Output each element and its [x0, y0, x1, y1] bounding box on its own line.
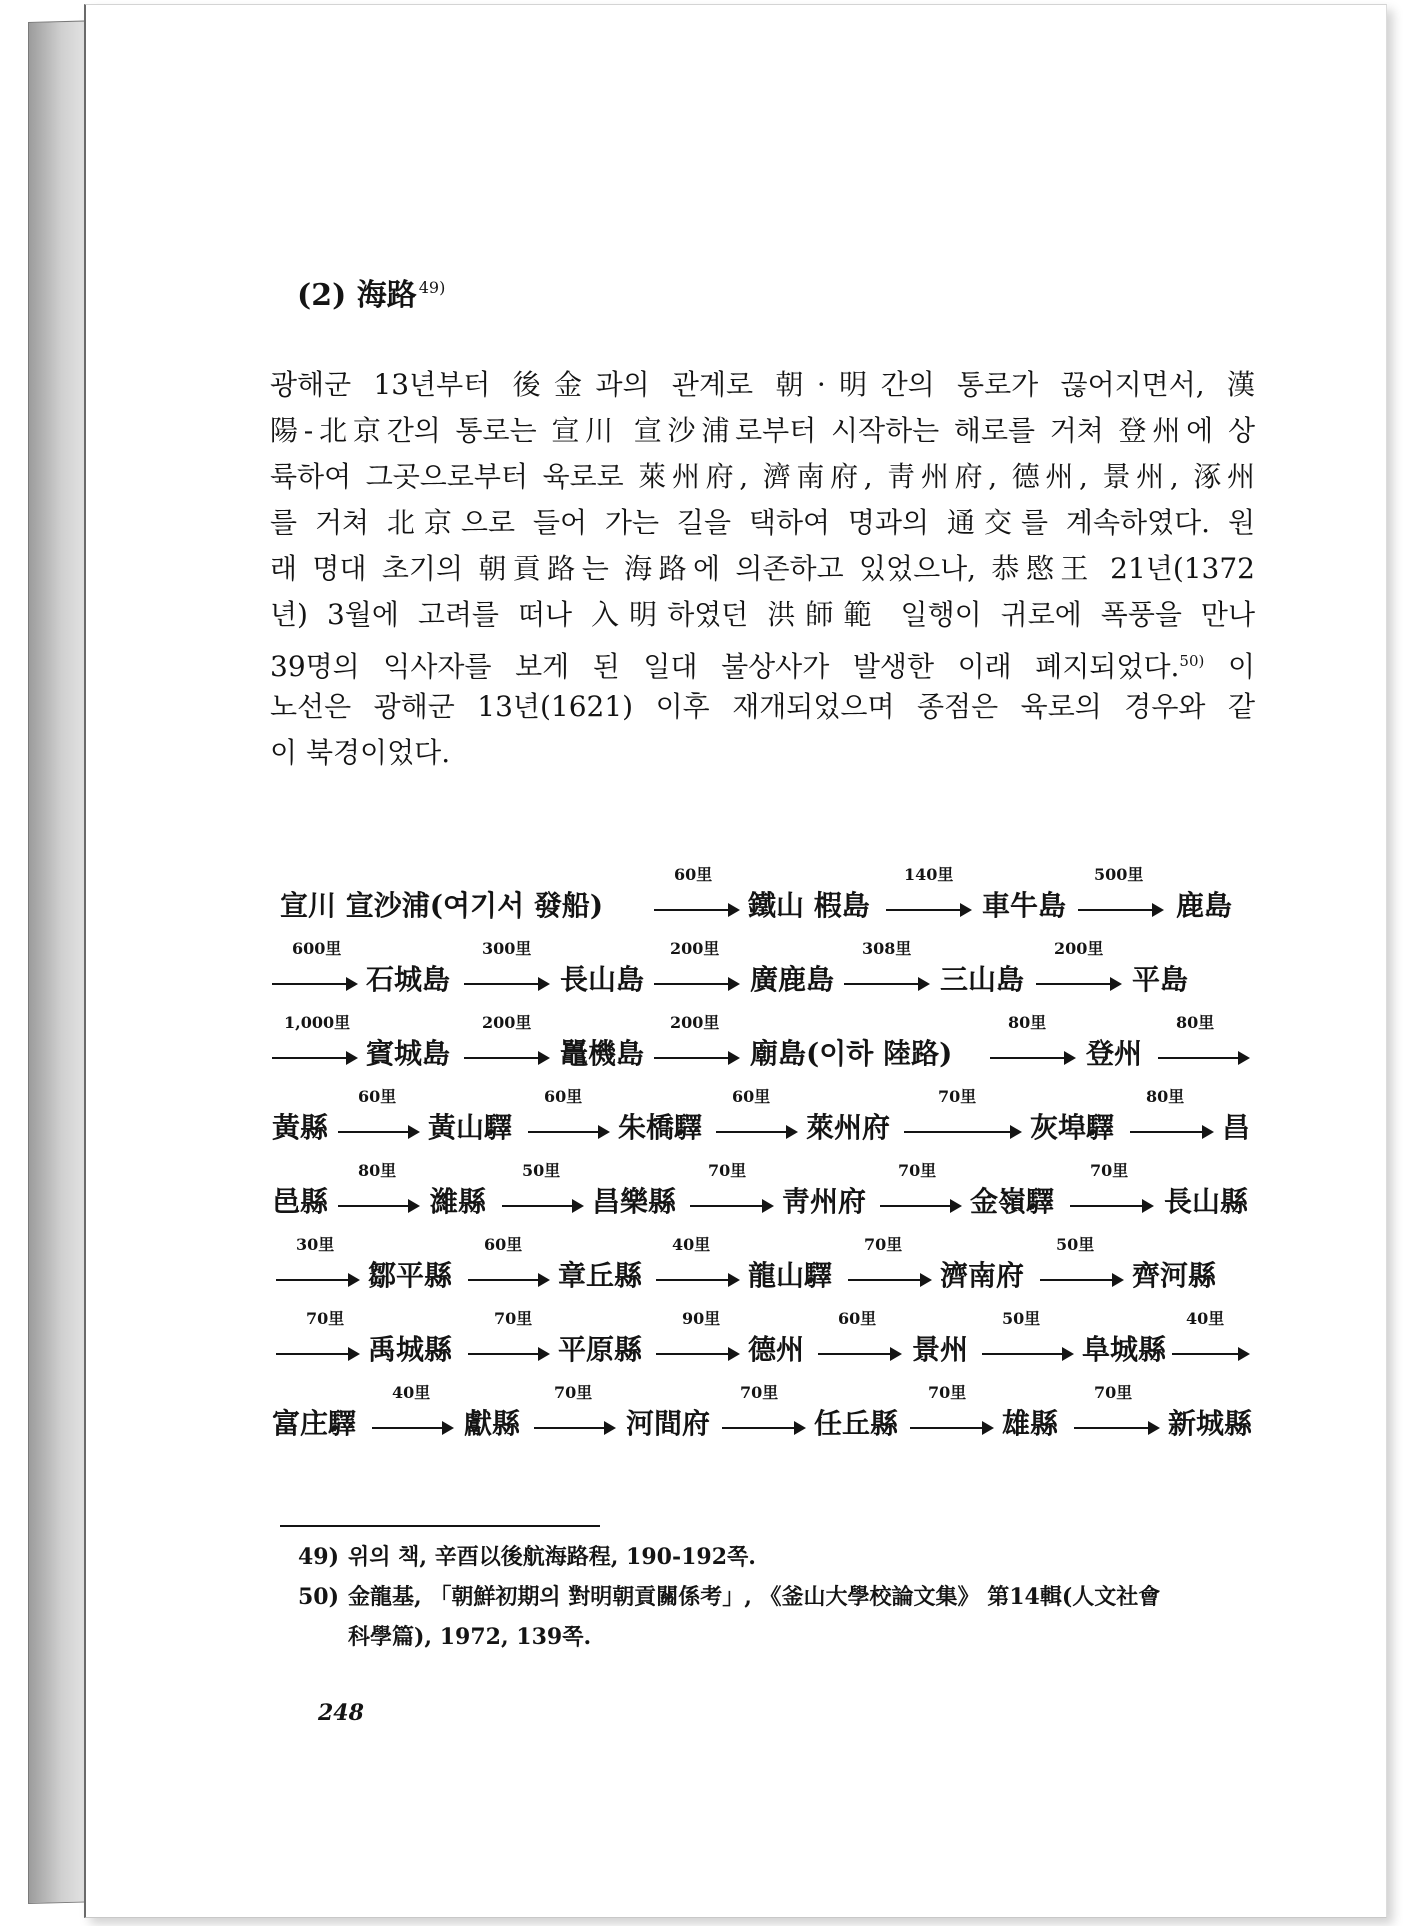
- distance-label: 600里: [292, 939, 342, 958]
- distance-label: 60里: [674, 865, 713, 884]
- route-row: [272, 1230, 1262, 1304]
- distance-label: 200里: [670, 939, 720, 958]
- station: 黃縣: [272, 1111, 329, 1144]
- route-arrow: [468, 1353, 548, 1355]
- route-arrow: [372, 1427, 452, 1429]
- route-arrow: [656, 1353, 738, 1355]
- station: 廣鹿島: [750, 963, 835, 996]
- route-arrow: [468, 1279, 548, 1281]
- distance-label: 70里: [898, 1161, 937, 1180]
- route-arrow: [1078, 909, 1162, 911]
- station: 濟南府: [940, 1259, 1025, 1292]
- route-arrow: [338, 1131, 418, 1133]
- station: 朱橋驛: [618, 1111, 703, 1144]
- station: 靑州府: [782, 1185, 867, 1218]
- station: 平島: [1132, 963, 1189, 996]
- route-arrow: [338, 1205, 418, 1207]
- footnote-ref-50: 50): [1179, 652, 1205, 670]
- distance-label: 70里: [938, 1087, 977, 1106]
- distance-label: 70里: [554, 1383, 593, 1402]
- footnote-49: [298, 1537, 1258, 1577]
- distance-label: 40里: [392, 1383, 431, 1402]
- body-line-tail: 이: [1204, 650, 1256, 683]
- distance-label: 70里: [1094, 1383, 1133, 1402]
- route-arrow: [1070, 1205, 1152, 1207]
- body-line: 陽-北京간의 통로는 宣川 宣沙浦로부터 시작하는 해로를 거쳐 登州에 상: [270, 414, 1255, 447]
- station: 金嶺驛: [970, 1185, 1055, 1218]
- route-arrow: [276, 1353, 358, 1355]
- route-arrow: [464, 1057, 548, 1059]
- route-arrow: [1040, 1279, 1122, 1281]
- route-arrow: [464, 983, 548, 985]
- distance-label: 80里: [358, 1161, 397, 1180]
- station: 齊河縣: [1132, 1259, 1217, 1292]
- route-arrow: [848, 1279, 930, 1281]
- distance-label: 300里: [482, 939, 532, 958]
- station: 富庄驛: [272, 1407, 357, 1440]
- route-arrow: [722, 1427, 804, 1429]
- footnote-number: 50): [298, 1584, 340, 1610]
- route-row: [272, 1008, 1262, 1082]
- station: 新城縣: [1168, 1407, 1253, 1440]
- station: 雄縣: [1002, 1407, 1059, 1440]
- distance-label: 80里: [1008, 1013, 1047, 1032]
- station: 萊州府: [806, 1111, 891, 1144]
- page-number: 248: [318, 1700, 364, 1726]
- route-arrow: [528, 1131, 608, 1133]
- station: 邑縣: [272, 1185, 329, 1218]
- station: 車牛島: [982, 889, 1067, 922]
- route-arrow: [1036, 983, 1120, 985]
- route-arrow: [1172, 1353, 1248, 1355]
- distance-label: 140里: [904, 865, 954, 884]
- route-arrow: [1158, 1057, 1248, 1059]
- route-row: [272, 934, 1262, 1008]
- footnote-ref-49: 49): [418, 278, 446, 297]
- station: 廟島(이하 陸路): [750, 1037, 953, 1070]
- route-arrow: [1130, 1131, 1212, 1133]
- route-arrow: [716, 1131, 796, 1133]
- route-arrow: [534, 1427, 614, 1429]
- station: 龍山驛: [748, 1259, 833, 1292]
- footnotes: [298, 1537, 1258, 1657]
- route-arrow: [502, 1205, 582, 1207]
- station: 阜城縣: [1082, 1333, 1167, 1366]
- route-arrow: [904, 1131, 1020, 1133]
- distance-label: 200里: [670, 1013, 720, 1032]
- route-row: [272, 1378, 1262, 1452]
- station: 昌樂縣: [592, 1185, 677, 1218]
- station: 濰縣: [430, 1185, 487, 1218]
- distance-label: 80里: [1176, 1013, 1215, 1032]
- distance-label: 60里: [484, 1235, 523, 1254]
- route-arrow: [818, 1353, 900, 1355]
- station: 河間府: [626, 1407, 711, 1440]
- route-row: [272, 1304, 1262, 1378]
- footnote-text-continued: 科學篇), 1972, 139쪽.: [348, 1624, 592, 1650]
- station: 禹城縣: [368, 1333, 453, 1366]
- route-arrow: [886, 909, 970, 911]
- station: 任丘縣: [814, 1407, 899, 1440]
- book-spine: [28, 20, 88, 1904]
- footnote-number: 49): [298, 1544, 340, 1570]
- station: 長山縣: [1164, 1185, 1249, 1218]
- route-arrow: [272, 983, 356, 985]
- distance-label: 70里: [864, 1235, 903, 1254]
- station: 宣川 宣沙浦(여기서 發船): [280, 889, 604, 922]
- distance-label: 70里: [1090, 1161, 1129, 1180]
- distance-label: 1,000里: [284, 1013, 351, 1032]
- station: 德州: [748, 1333, 805, 1366]
- body-line: 광해군 13년부터 後金과의 관계로 朝·明간의 통로가 끊어지면서, 漢: [270, 368, 1255, 401]
- body-line: 이 북경이었다.: [270, 736, 451, 769]
- distance-label: 70里: [306, 1309, 345, 1328]
- station: 登州: [1086, 1037, 1143, 1070]
- route-arrow: [910, 1427, 992, 1429]
- distance-label: 200里: [482, 1013, 532, 1032]
- distance-label: 70里: [928, 1383, 967, 1402]
- route-row: [272, 1156, 1262, 1230]
- distance-label: 60里: [838, 1309, 877, 1328]
- station: 石城島: [366, 963, 451, 996]
- station: 三山島: [940, 963, 1025, 996]
- distance-label: 90里: [682, 1309, 721, 1328]
- station: 鄒平縣: [368, 1259, 453, 1292]
- route-row: [272, 1082, 1262, 1156]
- distance-label: 70里: [740, 1383, 779, 1402]
- station: 鼉機島: [560, 1037, 645, 1070]
- section-heading-text: (2) 海路: [297, 278, 417, 313]
- station: 賓城島: [366, 1037, 451, 1070]
- distance-label: 50里: [522, 1161, 561, 1180]
- route-arrow: [990, 1057, 1074, 1059]
- route-arrow: [654, 909, 738, 911]
- station: 鹿島: [1176, 889, 1233, 922]
- station: 昌: [1222, 1111, 1251, 1144]
- station: 灰埠驛: [1030, 1111, 1115, 1144]
- body-line: 륙하여 그곳으로부터 육로로 萊州府, 濟南府, 靑州府, 德州, 景州, 涿州: [270, 460, 1255, 493]
- body-line: 래 명대 초기의 朝貢路는 海路에 의존하고 있었으나, 恭愍王 21년(1372: [270, 552, 1255, 585]
- distance-label: 30里: [296, 1235, 335, 1254]
- distance-label: 70里: [494, 1309, 533, 1328]
- body-line: 년) 3월에 고려를 떠나 入明하였던 洪師範 일행이 귀로에 폭풍을 만나: [270, 598, 1255, 631]
- distance-label: 60里: [358, 1087, 397, 1106]
- body-line: 노선은 광해군 13년(1621) 이후 재개되었으며 종점은 육로의 경우와 같: [270, 690, 1255, 723]
- distance-label: 60里: [732, 1087, 771, 1106]
- distance-label: 50里: [1002, 1309, 1041, 1328]
- footnote-50: [298, 1577, 1258, 1617]
- route-arrow: [1074, 1427, 1158, 1429]
- station: 平原縣: [558, 1333, 643, 1366]
- body-line: 를 거쳐 北京으로 들어 가는 길을 택하여 명과의 通交를 계속하였다. 원: [270, 506, 1255, 539]
- body-line-text: 39명의 익사자를 보게 된 일대 불상사가 발생한 이래 폐지되었다.: [270, 650, 1180, 683]
- route-diagram: [272, 860, 1262, 1452]
- distance-label: 60里: [544, 1087, 583, 1106]
- route-arrow: [844, 983, 928, 985]
- station: 景州: [912, 1333, 969, 1366]
- station: 黃山驛: [428, 1111, 513, 1144]
- footnote-text: 위의 책, 辛酉以後航海路程, 190-192쪽.: [348, 1544, 756, 1570]
- station: 長山島: [560, 963, 645, 996]
- route-arrow: [272, 1057, 356, 1059]
- distance-label: 70里: [708, 1161, 747, 1180]
- route-arrow: [654, 1057, 738, 1059]
- route-arrow: [654, 983, 738, 985]
- distance-label: 500里: [1094, 865, 1144, 884]
- route-arrow: [982, 1353, 1072, 1355]
- distance-label: 200里: [1054, 939, 1104, 958]
- station: 章丘縣: [558, 1259, 643, 1292]
- footnote-text: 金龍基, 「朝鮮初期의 對明朝貢關係考」, 《釜山大學校論文集》 第14輯(人文社會: [348, 1584, 1161, 1610]
- distance-label: 40里: [1186, 1309, 1225, 1328]
- distance-label: 50里: [1056, 1235, 1095, 1254]
- section-heading: [297, 270, 445, 314]
- station: 獻縣: [464, 1407, 521, 1440]
- distance-label: 308里: [862, 939, 912, 958]
- station: 鐵山 椵島: [748, 889, 870, 922]
- route-arrow: [880, 1205, 960, 1207]
- distance-label: 40里: [672, 1235, 711, 1254]
- route-arrow: [656, 1279, 738, 1281]
- route-arrow: [276, 1279, 358, 1281]
- footnote-divider: [280, 1525, 600, 1527]
- route-arrow: [690, 1205, 772, 1207]
- route-row: [272, 860, 1262, 934]
- body-paragraph: [270, 362, 1255, 776]
- distance-label: 80里: [1146, 1087, 1185, 1106]
- body-line-with-note: [270, 638, 1255, 684]
